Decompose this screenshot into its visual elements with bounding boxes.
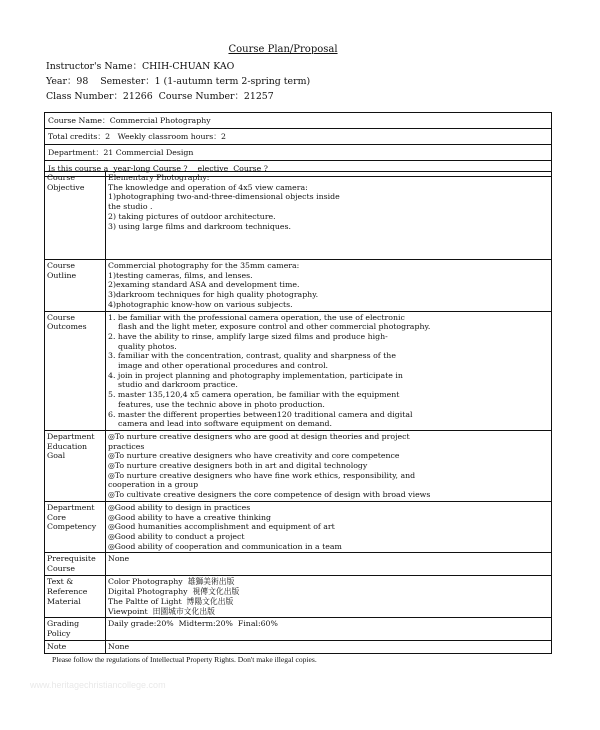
section-label — [45, 553, 106, 576]
content-line: 1)photographing two-and-three-dimensional objects inside — [108, 192, 340, 202]
content-line: Elementary Photography: — [108, 173, 210, 182]
year-semester-line: Year：98 Semester：1 (1-autumn term 2-spring term) — [46, 76, 311, 87]
content-line: 2) taking pictures of outdoor architecture. — [108, 211, 276, 221]
content-line: ◎To nurture creative designers who are good at design theories and project — [108, 431, 410, 441]
section-row — [45, 430, 552, 501]
page-title: Course Plan/Proposal — [228, 44, 338, 55]
watermark: www.heritagechristiancollege.com — [30, 680, 166, 690]
section-label-line: Policy — [47, 629, 71, 639]
section-content — [106, 576, 552, 618]
content-line: ◎Good ability to design in practices — [108, 502, 251, 512]
content-line: The Paltte of Light 博陽文化出版 — [108, 596, 234, 606]
section-label-line: Department — [47, 431, 95, 441]
credits-row — [45, 129, 552, 145]
section-row — [45, 640, 552, 653]
section-label-line: Competency — [47, 522, 97, 532]
content-line: ◎To nurture creative designers both in art and digital technology — [108, 461, 368, 471]
content-line: flash and the light meter, exposure control and other commercial photography. — [118, 322, 431, 332]
content-line: 4)photographic know-how on various subjects. — [108, 299, 293, 309]
instructor-line: Instructor's Name：CHIH-CHUAN KAO — [46, 61, 235, 72]
department-cell: Department：21 Commercial Design — [45, 145, 552, 161]
content-line: the studio . — [108, 202, 153, 212]
section-label-line: Text & — [47, 577, 74, 587]
content-line: 4. join in project planning and photography implementation, participate in — [108, 370, 403, 380]
course-name-row — [45, 113, 552, 129]
section-label-line: Reference — [47, 587, 88, 597]
content-line: Commercial photography for the 35mm camera: — [108, 261, 300, 270]
section-label — [45, 172, 106, 260]
section-row — [45, 260, 552, 312]
department-row — [45, 145, 552, 161]
class-course-line: Class Number：21266 Course Number：21257 — [46, 91, 274, 102]
section-label-line: Goal — [47, 451, 66, 461]
content-line: ◎Good ability of cooperation and communication in a team — [108, 541, 342, 551]
content-line: 3) using large films and darkroom techniques. — [108, 221, 291, 231]
content-line: ◎To nurture creative designers who have creativity and core competence — [108, 451, 400, 461]
section-row — [45, 172, 552, 260]
section-label-line: Outline — [47, 270, 77, 280]
section-content — [106, 640, 552, 653]
content-line: quality photos. — [118, 341, 177, 351]
content-line: cooperation in a group — [108, 480, 199, 490]
content-line: None — [108, 554, 130, 564]
content-line: ◎Good humanities accomplishment and equipment of art — [108, 522, 335, 532]
content-line: 2. have the ability to rinse, amplify large sized films and produce high- — [108, 331, 388, 341]
course-type-cell: Is this course a year-long Course ? elective Course ? — [45, 161, 552, 177]
content-line: 3)darkroom techniques for high quality photography. — [108, 290, 319, 300]
section-label-line: Course — [47, 173, 76, 182]
content-line: studio and darkroom practice. — [118, 380, 238, 390]
content-line: 6. master the different properties between120 traditional camera and digital — [108, 409, 413, 419]
section-content — [106, 501, 552, 553]
section-label-line: Outcomes — [47, 322, 87, 332]
section-label-line: Course — [47, 261, 76, 270]
section-label-line: Note — [47, 641, 67, 651]
section-row — [45, 501, 552, 553]
content-line: Color Photography 雄獅美術出版 — [108, 577, 235, 587]
section-row — [45, 311, 552, 430]
credits-cell: Total credits：2 Weekly classroom hours：2 — [45, 129, 552, 145]
section-label-line: Grading — [47, 619, 80, 629]
section-label — [45, 640, 106, 653]
section-content — [106, 430, 552, 501]
content-line: ◎Good ability to have a creative thinking — [108, 512, 272, 522]
content-line: The knowledge and operation of 4x5 view camera: — [108, 182, 308, 192]
ip-notice: Please follow the regulations of Intellectual Property Rights. Don't make illegal copies. — [52, 655, 317, 664]
section-row — [45, 553, 552, 576]
content-line: ◎To cultivate creative designers the core competence of design with broad views — [108, 490, 431, 500]
content-line: None — [108, 641, 130, 651]
content-line: 5. master 135,120,4 x5 camera operation, be familiar with the equipment — [108, 390, 400, 400]
section-content — [106, 553, 552, 576]
section-label-line: Core — [47, 512, 67, 522]
content-line: ◎Good ability to conduct a project — [108, 531, 245, 541]
section-label — [45, 311, 106, 430]
content-line: features, use the technic above in photo production. — [118, 399, 325, 409]
section-label — [45, 618, 106, 640]
course-name-cell: Course Name：Commercial Photography — [45, 113, 552, 129]
course-info-table — [44, 112, 552, 177]
section-label — [45, 260, 106, 312]
content-line: Digital Photography 視傳文化出版 — [108, 587, 240, 597]
content-line: Daily grade:20% Midterm:20% Final:60% — [108, 619, 278, 629]
content-line: Viewpoint 田園城市文化出版 — [108, 606, 215, 616]
section-label-line: Course — [47, 312, 76, 322]
section-label — [45, 501, 106, 553]
section-label — [45, 576, 106, 618]
section-label-line: Course — [47, 564, 76, 574]
course-details-body — [45, 172, 552, 654]
section-content — [106, 618, 552, 640]
section-row — [45, 576, 552, 618]
section-label — [45, 430, 106, 501]
section-content — [106, 311, 552, 430]
content-line: 2)examing standard ASA and development time. — [108, 280, 300, 290]
section-row — [45, 618, 552, 640]
content-line: 1)testing cameras, films, and lenses. — [108, 270, 253, 280]
section-label-line: Department — [47, 502, 95, 512]
section-label-line: Prerequisite — [47, 554, 96, 564]
content-line: practices — [108, 441, 145, 451]
content-line: ◎To nurture creative designers who have fine work ethics, responsibility, and — [108, 470, 416, 480]
content-line: 1. be familiar with the professional camera operation, the use of electronic — [108, 312, 405, 322]
section-content — [106, 260, 552, 312]
section-content — [106, 172, 552, 260]
content-line: 3. familiar with the concentration, contrast, quality and sharpness of the — [108, 351, 396, 361]
content-line: camera and lead into software equipment on demand. — [118, 419, 333, 429]
course-details-table — [44, 171, 552, 654]
content-line: image and other operational procedures and control. — [118, 361, 329, 371]
section-label-line: Material — [47, 596, 81, 606]
section-label-line: Education — [47, 441, 88, 451]
section-label-line: Objective — [47, 182, 85, 192]
